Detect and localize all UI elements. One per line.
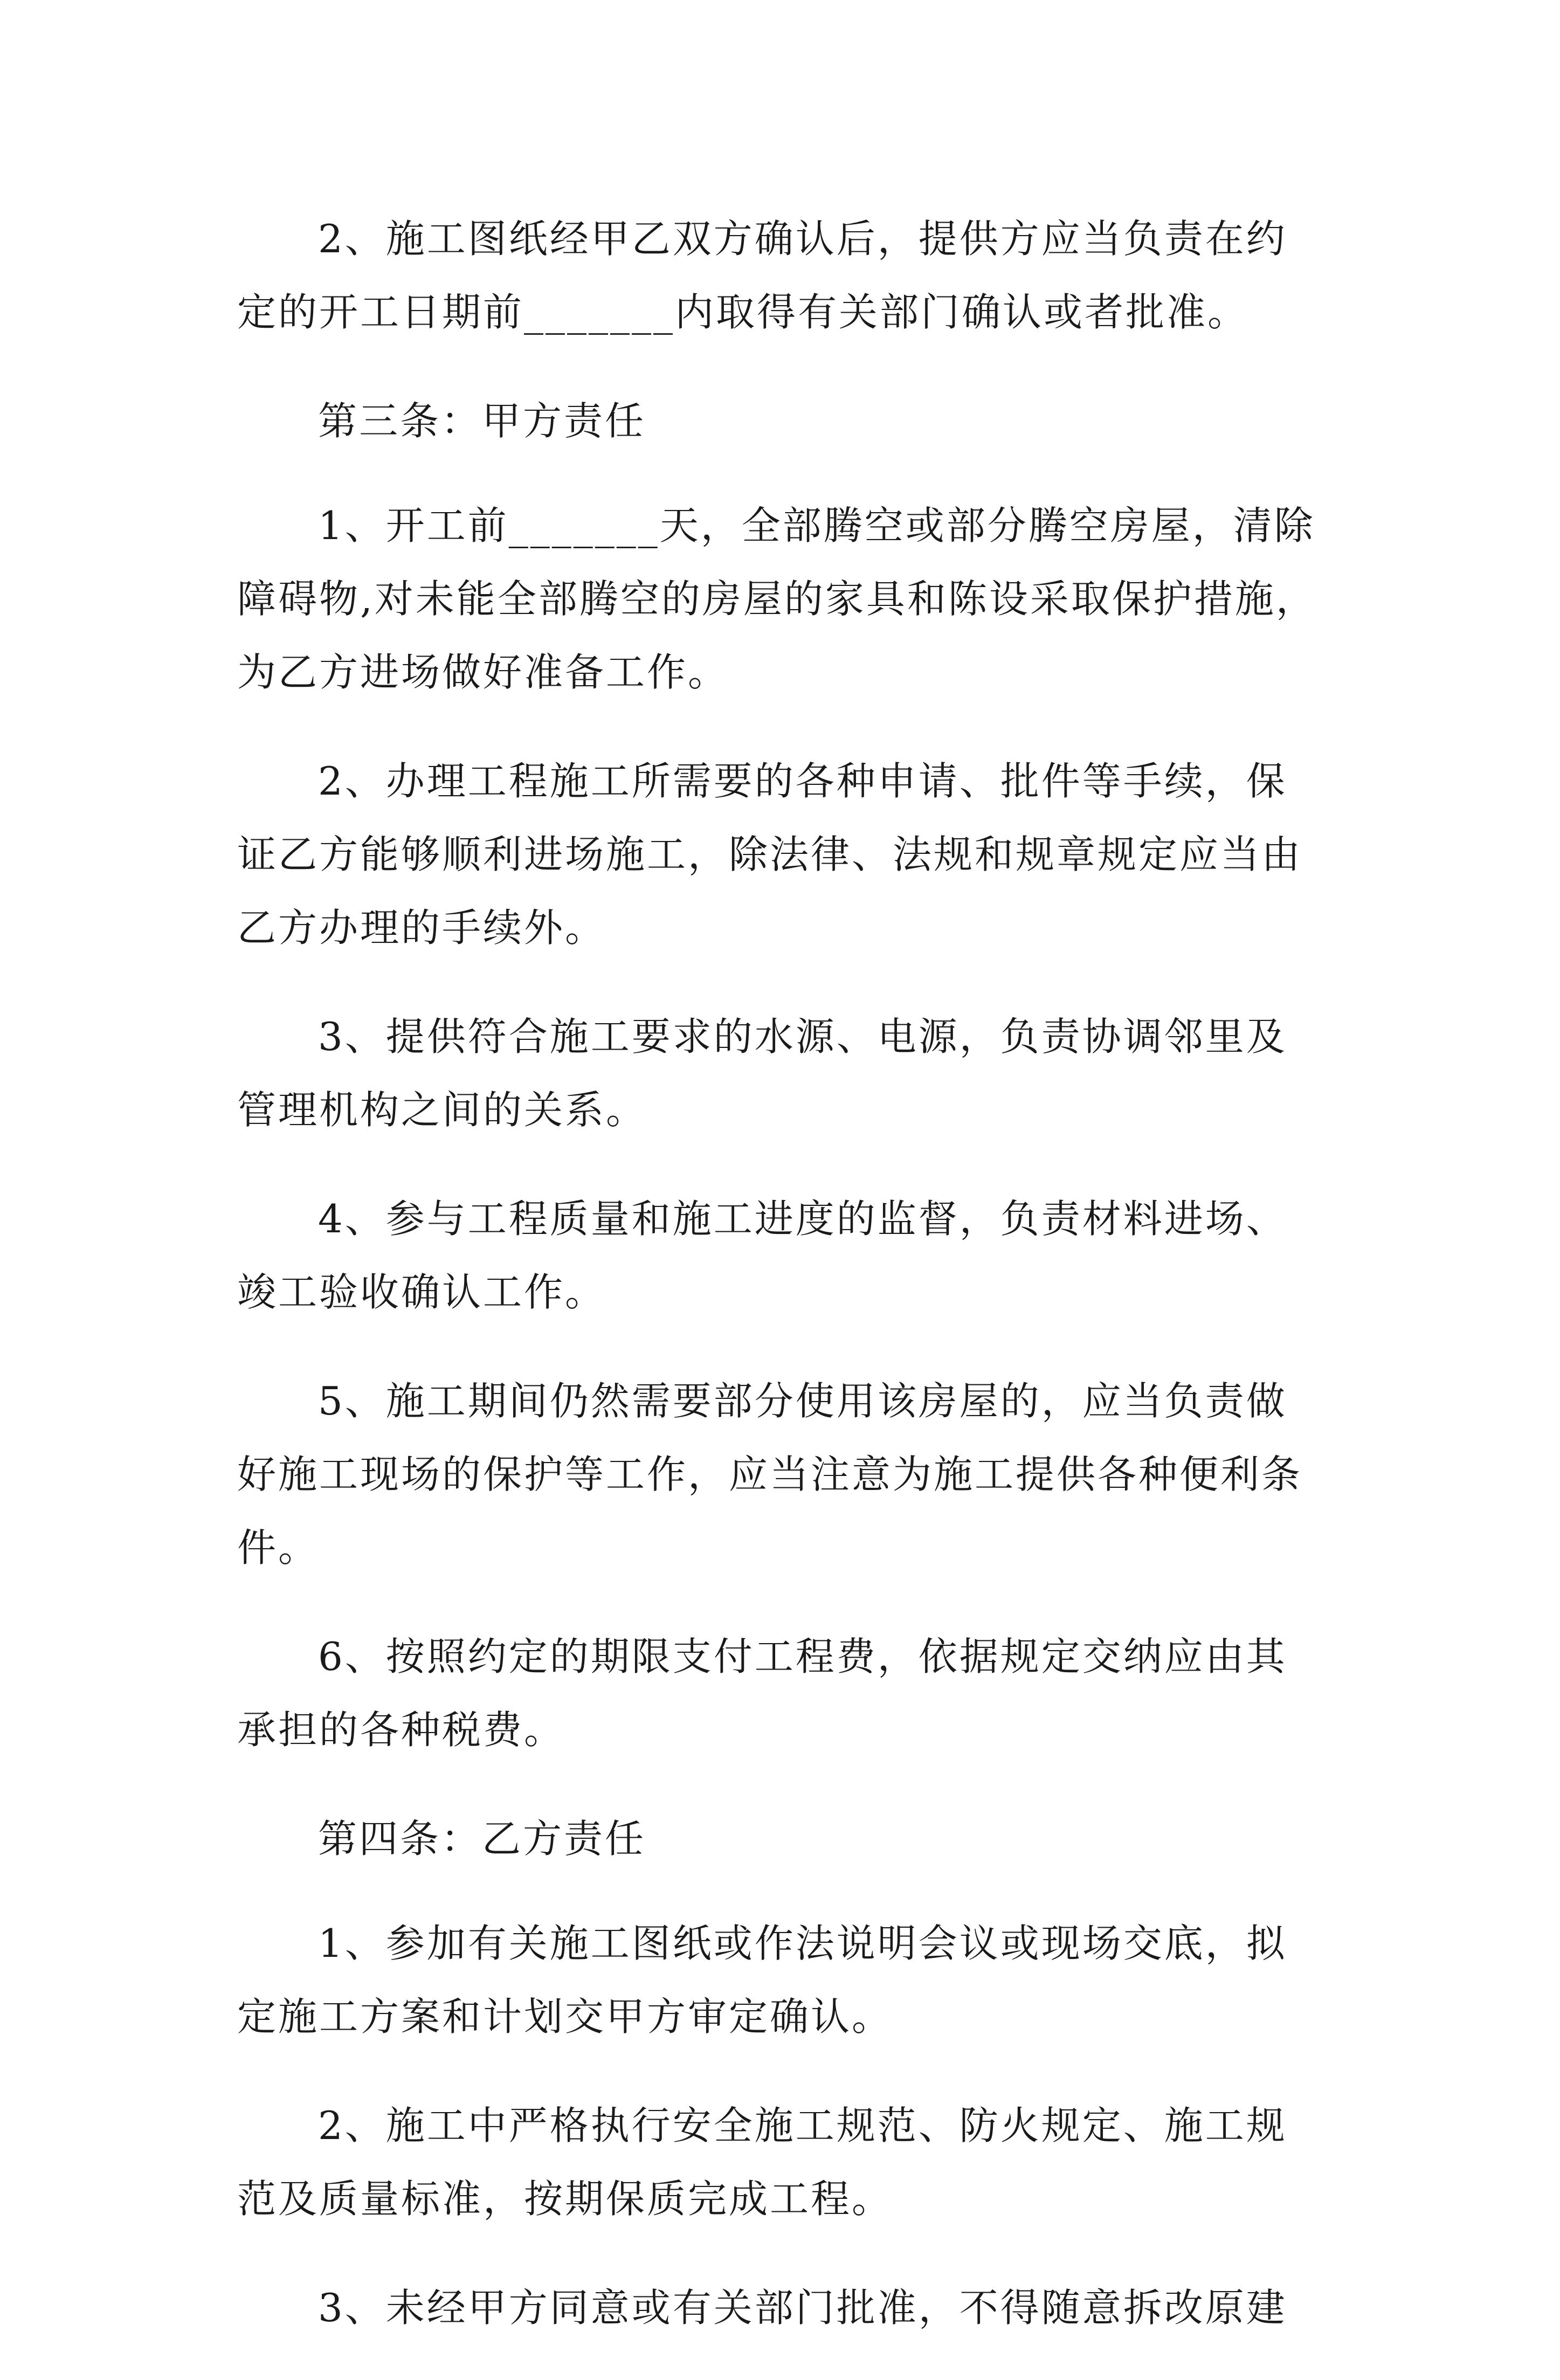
paragraph-safety-standards: [237, 2089, 1331, 2236]
text-line: 障碍物,对未能全部腾空的房屋的家具和陈设采取保护措施，: [237, 576, 1317, 622]
paragraph-permits: [237, 744, 1331, 964]
text-line: 2、施工中严格执行安全施工规范、防火规定、施工规: [318, 2103, 1287, 2148]
text-line: 乙方办理的手续外。: [237, 905, 606, 950]
document-body: [237, 202, 1331, 2380]
paragraph-utilities: [237, 1000, 1331, 1147]
text-line: 件。: [237, 1525, 320, 1570]
text-line: 管理机构之间的关系。: [237, 1087, 647, 1133]
text-line: 1、开工前_______天，全部腾空或部分腾空房屋，清除: [318, 503, 1315, 548]
section-heading-party-b: [237, 1802, 1331, 1875]
text-line: 承担的各种税费。: [237, 1707, 565, 1753]
section-heading-party-a: [237, 384, 1331, 458]
text-line: 4、参与工程质量和施工进度的监督，负责材料进场、: [318, 1196, 1287, 1241]
heading-line: 第四条：乙方责任: [318, 1816, 646, 1861]
text-line: 2、施工图纸经甲乙双方确认后，提供方应当负责在约: [318, 216, 1287, 261]
text-line: 范及质量标准，按期保质完成工程。: [237, 2176, 893, 2222]
text-line: 竣工验收确认工作。: [237, 1270, 606, 1315]
text-line: 定施工方案和计划交甲方审定确认。: [237, 1994, 893, 2039]
heading-line: 第三条：甲方责任: [318, 398, 646, 444]
text-line: 定的开工日期前_______内取得有关部门确认或者批准。: [237, 289, 1249, 335]
text-line: 3、提供符合施工要求的水源、电源，负责协调邻里及: [318, 1014, 1287, 1059]
text-line: 为乙方进场做好准备工作。: [237, 650, 729, 695]
text-line: 好施工现场的保护等工作，应当注意为施工提供各种便利条: [237, 1452, 1303, 1497]
paragraph-supervision: [237, 1182, 1331, 1329]
paragraph-vacate-house: [237, 489, 1331, 709]
paragraph-construction-plan: [237, 1907, 1331, 2053]
text-line: 3、未经甲方同意或有关部门批准，不得随意拆改原建: [318, 2285, 1287, 2330]
text-line: 2、办理工程施工所需要的各种申请、批件等手续，保: [318, 758, 1287, 804]
paragraph-drawings-approval: [237, 202, 1331, 349]
paragraph-payment: [237, 1620, 1331, 1767]
paragraph-site-protection: [237, 1364, 1331, 1584]
text-line: 证乙方能够顺利进场施工，除法律、法规和规章规定应当由: [237, 832, 1303, 877]
text-line: 6、按照约定的期限支付工程费，依据规定交纳应由其: [318, 1634, 1287, 1679]
text-line: 5、施工期间仍然需要部分使用该房屋的，应当负责做: [318, 1378, 1287, 1424]
paragraph-no-alteration: [237, 2271, 1331, 2344]
text-line: 1、参加有关施工图纸或作法说明会议或现场交底，拟: [318, 1921, 1287, 1966]
